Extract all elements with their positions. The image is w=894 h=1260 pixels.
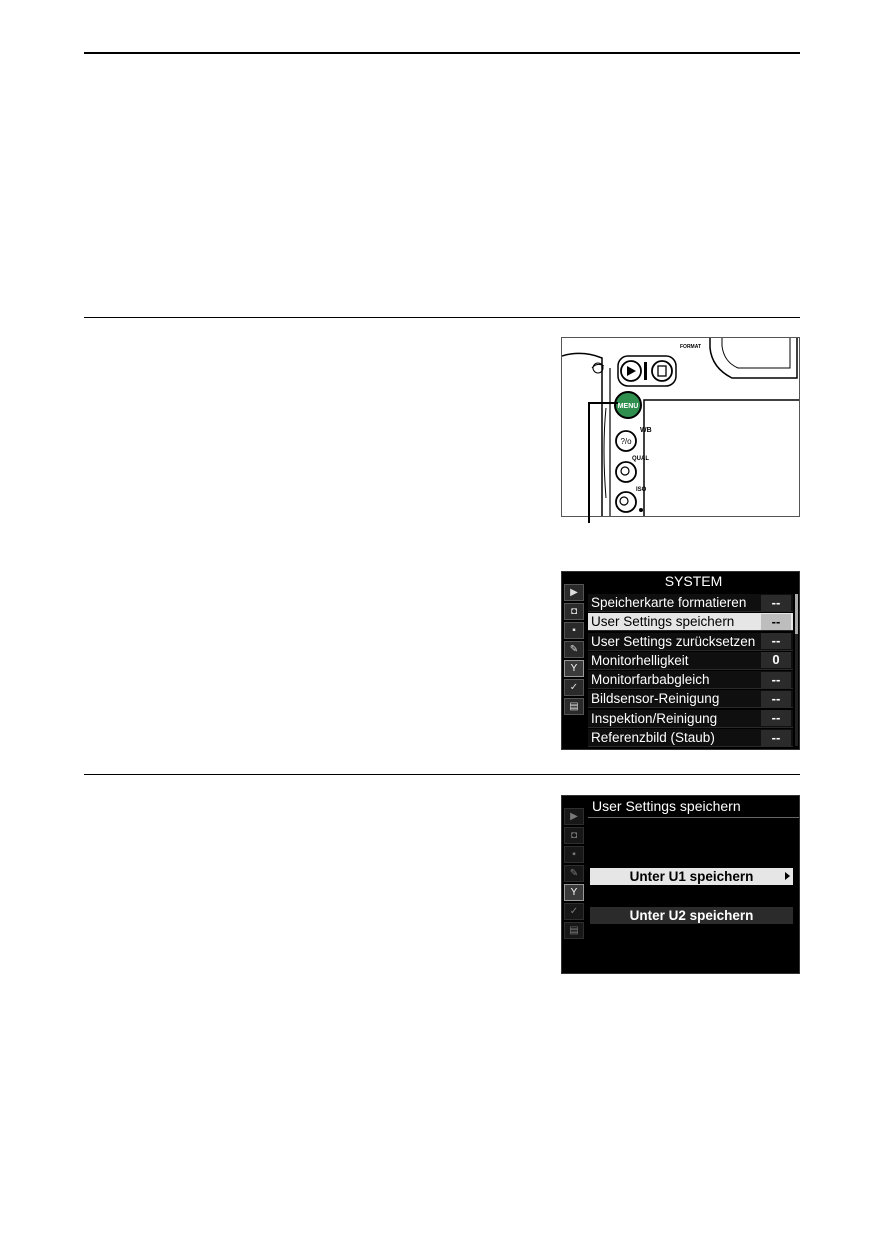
user-settings-screen xyxy=(561,795,800,974)
save-u1-option[interactable] xyxy=(590,868,793,885)
arrow-right-icon xyxy=(785,872,790,880)
my-menu-icon: ▤ xyxy=(564,922,584,939)
menu-item-label: Speicherkarte formatieren xyxy=(591,595,747,610)
camera-back-illustration xyxy=(561,337,800,517)
menu-item-label: Bildsensor-Reinigung xyxy=(591,691,720,707)
menu-item[interactable] xyxy=(588,652,793,670)
menu-item[interactable] xyxy=(588,671,793,689)
retouch-icon[interactable]: ✓ xyxy=(564,679,584,696)
pencil-icon: ✎ xyxy=(564,865,584,882)
menu-item[interactable] xyxy=(588,594,793,612)
camera-drawing xyxy=(562,338,800,517)
section-divider-2 xyxy=(84,774,800,775)
menu-item-label: User Settings speichern xyxy=(591,614,735,630)
menu-item-label: Monitorfarbabgleich xyxy=(591,672,710,688)
menu-item-label: Referenzbild (Staub) xyxy=(591,730,715,746)
menu-scrollbar[interactable] xyxy=(795,594,798,746)
pencil-icon[interactable]: ✎ xyxy=(564,641,584,658)
submenu-title: User Settings speichern xyxy=(588,796,799,818)
qual-label: QUAL xyxy=(632,456,649,462)
system-menu-screen xyxy=(561,571,800,750)
menu-item-value: -- xyxy=(761,691,791,707)
menu-item-value: -- xyxy=(761,730,791,746)
menu-item-label: Monitorhelligkeit xyxy=(591,652,689,668)
menu-item[interactable] xyxy=(588,690,793,708)
menu-list xyxy=(588,594,793,748)
menu-item-label: User Settings zurücksetzen xyxy=(591,633,756,649)
playback-icon: ▶ xyxy=(564,808,584,825)
menu-title: SYSTEM xyxy=(664,573,723,589)
menu-item[interactable] xyxy=(588,729,793,747)
menu-item[interactable] xyxy=(588,710,793,728)
menu-item-value: -- xyxy=(761,672,791,688)
menu-scroll-thumb[interactable] xyxy=(795,594,798,634)
menu-tabs xyxy=(564,584,586,717)
wrench-icon: Y xyxy=(564,884,584,901)
menu-item-value: -- xyxy=(761,710,791,726)
my-menu-icon[interactable]: ▤ xyxy=(564,698,584,715)
menu-button-label: MENU xyxy=(617,403,639,410)
svg-text:?/o: ?/o xyxy=(620,437,632,446)
section-divider-1 xyxy=(84,317,800,318)
movie-icon[interactable]: ▪ xyxy=(564,622,584,639)
wrench-icon[interactable]: Y xyxy=(564,660,584,677)
playback-icon[interactable]: ▶ xyxy=(564,584,584,601)
save-u2-option[interactable] xyxy=(590,907,793,924)
callout-line xyxy=(588,402,590,523)
menu-item-label: Inspektion/Reinigung xyxy=(591,710,718,726)
save-u2-label: Unter U2 speichern xyxy=(629,908,754,923)
top-rule xyxy=(84,52,800,54)
menu-item-selected[interactable] xyxy=(588,613,793,631)
movie-icon: ▪ xyxy=(564,846,584,863)
menu-item-value: -- xyxy=(761,595,791,611)
camera-icon[interactable]: ◘ xyxy=(564,603,584,620)
format-label: FORMAT xyxy=(680,344,702,350)
menu-item-value: 0 xyxy=(761,652,791,668)
menu-item-value: -- xyxy=(761,614,791,630)
menu-item[interactable] xyxy=(588,633,793,651)
wb-label: WB xyxy=(640,427,652,434)
iso-label: ISO xyxy=(636,487,647,493)
menu-tabs xyxy=(564,808,586,941)
save-u1-label: Unter U1 speichern xyxy=(629,869,754,884)
camera-icon: ◘ xyxy=(564,827,584,844)
retouch-icon: ✓ xyxy=(564,903,584,920)
callout-tick xyxy=(588,402,618,404)
menu-item-value: -- xyxy=(761,633,791,649)
